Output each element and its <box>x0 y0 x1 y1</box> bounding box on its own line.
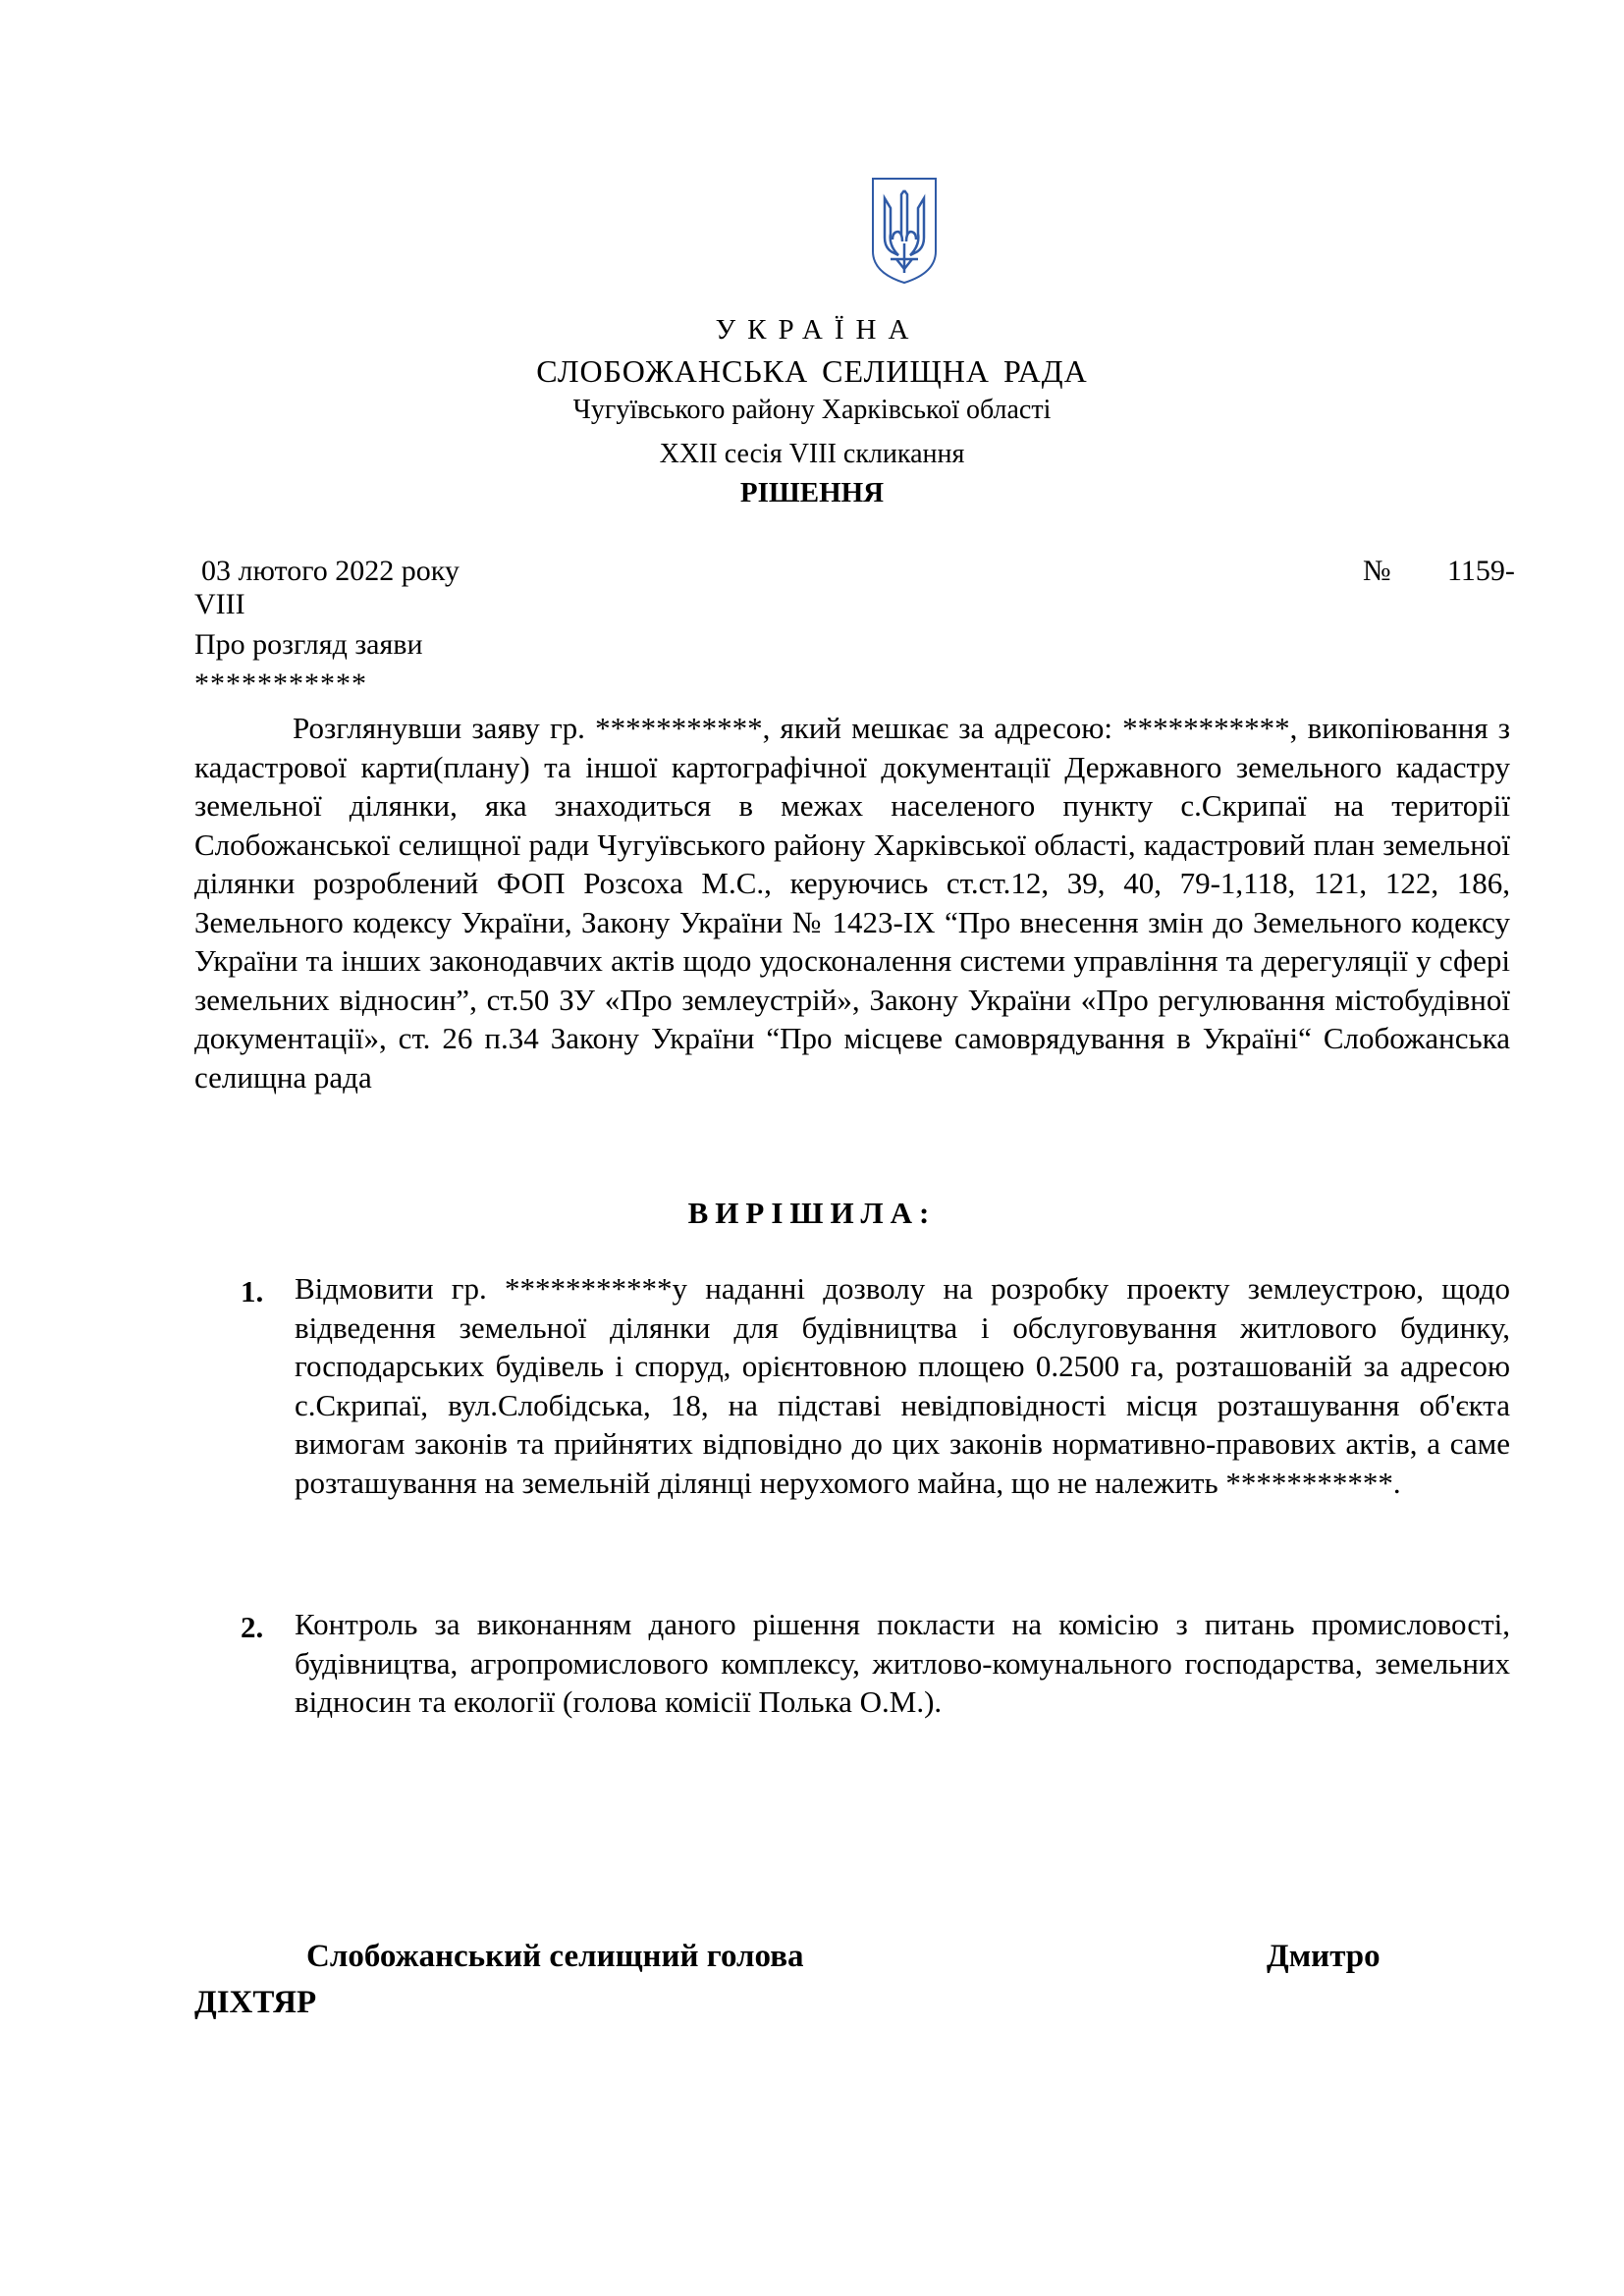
number-sign: № <box>1363 555 1391 587</box>
document-type: РІШЕННЯ <box>739 477 885 508</box>
council-name: СЛОБОЖАНСЬКА СЕЛИЩНА РАДА <box>536 353 1088 389</box>
item-number: 2. <box>241 1610 264 1644</box>
signatory-last-name: ДІХТЯР <box>194 1985 317 2020</box>
signatory-title: Слобожанський селищний голова <box>306 1939 804 1974</box>
decision-subject: Про розгляд заяви <box>194 628 423 661</box>
signatory-first-name: Дмитро <box>1267 1939 1380 1974</box>
resolved-heading: ВИРІШИЛА: <box>687 1196 937 1230</box>
item-text: Контроль за виконанням даного рішення покласти на комісію з питань промисловості, будівництва, агропромислового комплексу, житлово-комунального господарства, земельних відносин та екології (голова комісії Полька О.М.). <box>295 1607 1510 1719</box>
decision-number-suffix: VIII <box>194 588 245 620</box>
item-number: 1. <box>241 1274 264 1308</box>
ukraine-coat-of-arms-icon <box>869 175 940 287</box>
session-info: XXII сесія VIII скликання <box>659 439 965 469</box>
decision-date: 03 лютого 2022 року <box>201 555 460 587</box>
district-name: Чугуївського району Харківської області <box>572 395 1052 425</box>
preamble-paragraph: Розглянувши заяву гр. ***********, який мешкає за адресою: ***********, викопіювання з кадастрової карти(плану) та іншої картографічної документації Державного земельного кадастру земельної ділянки, яка знаходиться в межах населеного пункту с.Скрипаї на території Слобожанської селищної ради Чугуївського району Харківської області, кадастровий план земельної ділянки розроблений ФОП Розсоха М.С., керуючись ст.ст.12, 39, 40, 79-1,118, 121, 122, 186, Земельного кодексу України, Закону України № 1423-IX “Про внесення змін до Земельного кодексу України та інших законодавчих актів щодо удосконалення системи управління та дерегуляції у сфері земельних відносин”, ст.50 ЗУ «Про землеустрій», Закону України «Про регулювання містобудівної документації», ст. 26 п.34 Закону України “Про місцеве самоврядування в Україні“ Слобожанська селищна рада <box>194 711 1510 1095</box>
country-heading: УКРАЇНА <box>715 314 921 346</box>
applicant-name: *********** <box>194 667 367 700</box>
decision-number: 1159- <box>1447 555 1515 587</box>
item-text: Відмовити гр. ***********у наданні дозволу на розробку проекту землеустрою, щодо відведення земельної ділянки для будівництва і обслуговування житлового будинку, господарських будівель і споруд, орієнтовною площею 0.2500 га, розташованій за адресою с.Скрипаї, вул.Слобідська, 18, на підставі невідповідності місця розташування об'єкта вимогам законів та прийнятих відповідно до цих законів нормативно-правових актів, а саме розташування на земельній ділянці нерухомого майна, що не належить ***********. <box>295 1271 1510 1500</box>
